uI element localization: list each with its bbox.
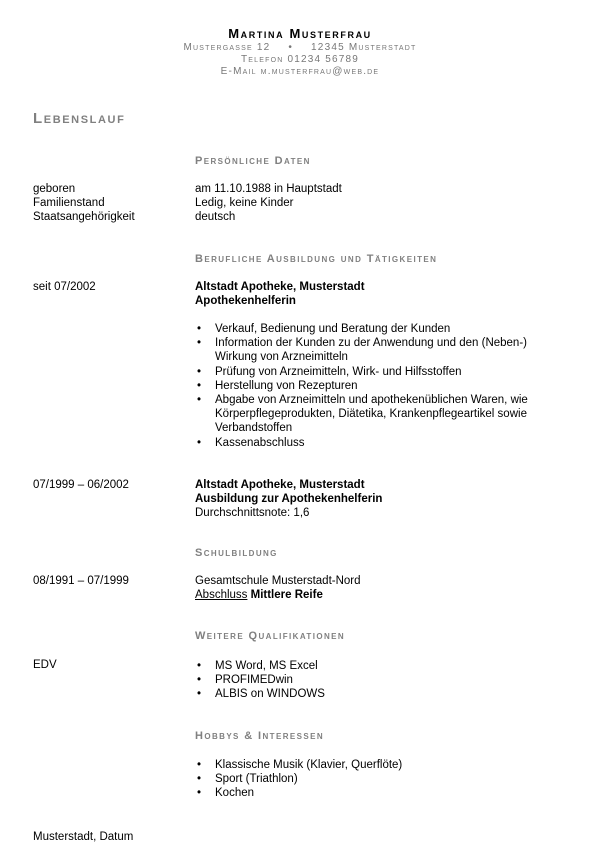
list-item: • Verkauf, Bedienung und Beratung der Kunden [197,323,451,335]
qualification-label: EDV [33,659,57,671]
bullet-icon: • [197,394,202,407]
section-heading-school: Schulbildung [195,547,278,559]
career-grade-note: Durchschnittsnote: 1,6 [195,507,310,519]
street: Mustergasse 12 [183,42,271,53]
value-nationality: deutsch [195,211,236,223]
applicant-name: Martina Musterfrau [228,26,372,41]
label-nationality: Staatsangehörigkeit [33,211,135,223]
label-born: geboren [33,183,76,195]
school-period: 08/1991 – 07/1999 [33,575,129,587]
bullet-icon: • [197,773,202,786]
label-marital-status: Familienstand [33,197,105,209]
section-heading-personal: Persönliche Daten [195,155,311,167]
bullet-icon: • [197,365,202,378]
list-item: • ALBIS on WINDOWS [197,688,325,701]
bullet-icon: • [197,787,202,800]
list-item: • Sport (Triathlon) [197,773,298,786]
bullet-icon: • [197,436,202,449]
bullet-icon: • [197,337,202,350]
degree-value: Mittlere Reife [250,589,323,601]
section-heading-career: Berufliche Ausbildung und Tätigkeiten [195,253,438,265]
section-heading-qualifications: Weitere Qualifikationen [195,630,346,642]
degree-label: Abschluss [195,589,248,601]
list-item: • Herstellung von Rezepturen [197,379,358,392]
career-employer-2: Altstadt Apotheke, Musterstadt [195,479,365,491]
bullet-icon: • [197,323,202,335]
cv-title: Lebenslauf [33,110,126,127]
phone: Telefon 01234 56789 [240,54,360,65]
task-list [195,322,555,450]
hobby-list [195,758,555,801]
list-item: • MS Word, MS Excel [197,660,318,672]
career-period-1: seit 07/2002 [33,281,96,293]
place-and-date: Musterstadt, Datum [33,831,134,843]
list-item: • Kassenabschluss [197,436,305,449]
bullet-icon: • [197,674,202,687]
career-period-2: 07/1999 – 06/2002 [33,479,129,491]
career-position-1: Apothekenhelferin [195,295,296,307]
email: E-Mail m.musterfrau@web.de [220,66,380,77]
bullet-icon: • [197,759,202,771]
qualification-list [195,659,555,702]
list-item: • Prüfung von Arzneimitteln, Wirk- und Hilfsstoffen [197,365,462,378]
list-item: • Abgabe von Arzneimitteln und apothekenüblichen Waren, wie Körperpflegeprodukten, Diätetika, Krankenpflegeartikel sowie Verbandstoffen [197,394,528,435]
career-employer-1: Altstadt Apotheke, Musterstadt [195,281,365,293]
separator-bullet: • [288,42,294,53]
school-degree [195,589,565,603]
city: 12345 Musterstadt [311,42,417,53]
bullet-icon: • [197,660,202,672]
career-position-2: Ausbildung zur Apothekenhelferin [195,493,383,505]
address-line [0,42,600,54]
value-marital-status: Ledig, keine Kinder [195,197,294,209]
bullet-icon: • [197,379,202,392]
school-name: Gesamtschule Musterstadt-Nord [195,575,361,587]
list-item: • Information der Kunden zu der Anwendung und den (Neben-) Wirkung von Arzneimitteln [197,337,527,364]
bullet-icon: • [197,688,202,701]
value-born: am 11.10.1988 in Hauptstadt [195,183,342,195]
list-item: • Kochen [197,787,255,800]
contact-header [0,26,600,78]
list-item: • PROFIMEDwin [197,674,293,687]
list-item: • Klassische Musik (Klavier, Querflöte) [197,759,403,771]
section-heading-hobbies: Hobbys & Interessen [195,730,325,742]
